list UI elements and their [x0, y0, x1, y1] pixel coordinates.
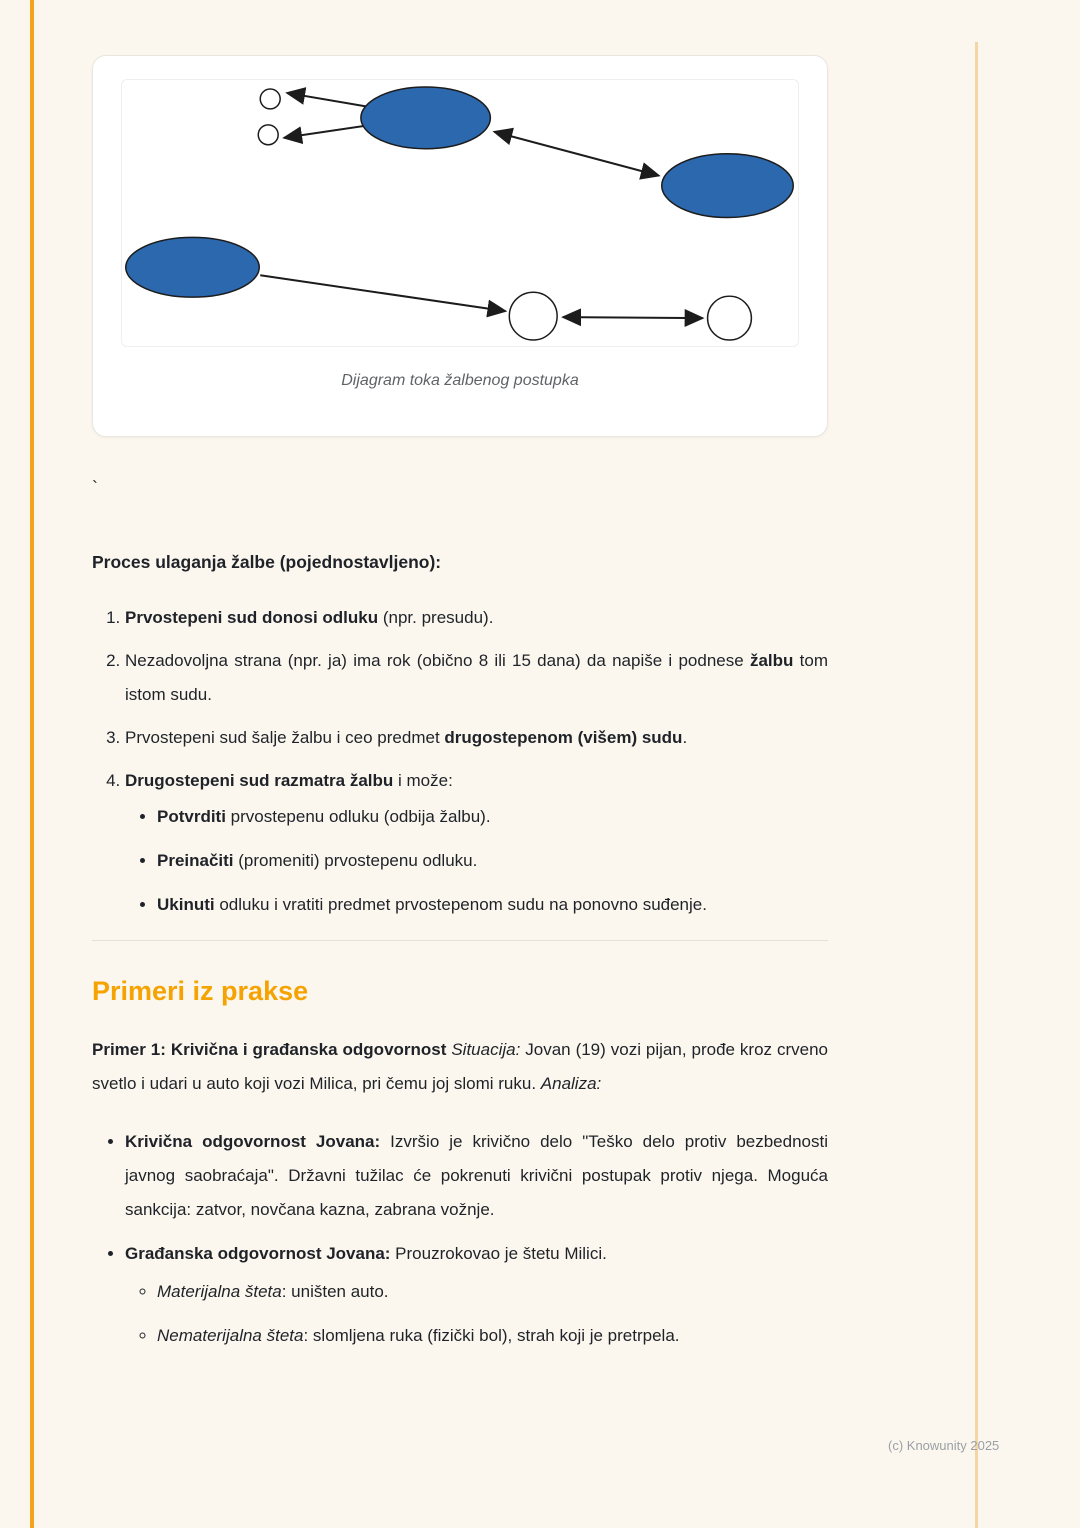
- section-heading: Primeri iz prakse: [92, 975, 309, 1006]
- damage-text: : uništen auto.: [281, 1282, 389, 1302]
- substep-text: prvostepenu odluku (odbija žalbu).: [225, 806, 491, 826]
- example-paragraph: [92, 1033, 828, 1101]
- figure-caption: Dijagram toka žalbenog postupka: [341, 372, 579, 389]
- damage-text: : slomljena ruka (fizički bol), strah koji je pretrpela.: [303, 1326, 680, 1346]
- substep-bold: Ukinuti: [157, 894, 215, 914]
- example-list: [92, 1125, 828, 1353]
- damage-item-2: [157, 1319, 828, 1353]
- step-bold: Prvostepeni sud donosi odluku: [125, 607, 379, 627]
- substep-bold: Preinačiti: [157, 850, 234, 870]
- watermark: (c) Knowunity 2025: [888, 1438, 1000, 1453]
- example-bullet-2: [125, 1237, 828, 1353]
- step-text: (npr. presudu).: [378, 607, 494, 627]
- arrow-oval-to-circle-1: [287, 93, 369, 107]
- situation-text: Jovan (19) vozi pijan, prođe kroz crveno svetlo i udari u auto koji vozi Milica, pri čemu joj slomi ruku.: [92, 1040, 828, 1094]
- process-step-2: [125, 644, 828, 712]
- damage-sublist: [125, 1275, 828, 1353]
- section-divider: [92, 940, 828, 941]
- process-substep-2: [157, 844, 828, 878]
- process-step-3: [125, 721, 828, 755]
- arrow-oval-to-circle-2: [284, 126, 365, 138]
- substep-text: odluku i vratiti predmet prvostepenom sudu na ponovno suđenje.: [214, 894, 707, 914]
- substep-text: (promeniti) prvostepenu odluku.: [233, 850, 478, 870]
- damage-label: Nematerijalna šteta: [157, 1326, 304, 1346]
- bullet-bold: Građanska odgovornost Jovana:: [125, 1244, 391, 1264]
- figure-card: [92, 55, 828, 437]
- substep-bold: Potvrditi: [157, 806, 226, 826]
- process-step-4: [125, 764, 828, 922]
- double-arrow-ovals: [494, 132, 658, 176]
- blue-oval-right: [662, 154, 794, 218]
- step-text: Nezadovoljna strana (npr. ja) ima rok (obično 8 ili 15 dana) da napiše i podnese: [125, 650, 750, 670]
- small-circle-1: [260, 89, 280, 109]
- left-accent-bar: [30, 0, 34, 1528]
- double-arrow-circles: [563, 317, 702, 318]
- step-bold: žalbu: [749, 650, 794, 670]
- blue-oval-left: [126, 237, 259, 297]
- damage-item-1: [157, 1275, 828, 1309]
- process-heading: Proces ulaganja žalbe (pojednostavljeno):: [92, 552, 442, 572]
- step-text: tom istom sudu.: [125, 650, 829, 704]
- text-flow: [92, 551, 828, 1363]
- process-substep-1: [157, 800, 828, 834]
- process-substeps: [125, 800, 828, 922]
- bullet-text: Prouzrokovao je štetu Milici.: [390, 1244, 607, 1264]
- flow-diagram: [122, 80, 798, 346]
- step-text: i može:: [393, 770, 453, 790]
- step-bold: Drugostepeni sud razmatra žalbu: [125, 770, 394, 790]
- white-circle-1: [509, 292, 557, 340]
- small-circle-2: [258, 125, 278, 145]
- situation-label: Situacija:: [446, 1040, 521, 1060]
- damage-label: Materijalna šteta: [157, 1282, 282, 1302]
- analysis-label: Analiza:: [540, 1074, 602, 1094]
- process-steps: [92, 601, 828, 922]
- step-bold: drugostepenom (višem) sudu: [444, 727, 683, 747]
- white-circle-2: [708, 296, 752, 340]
- bullet-bold: Krivična odgovornost Jovana:: [125, 1132, 381, 1152]
- process-substep-3: [157, 888, 828, 922]
- arrow-oval-to-circle-3: [260, 275, 505, 311]
- step-text: Prvostepeni sud šalje žalbu i ceo predmet: [125, 727, 445, 747]
- process-step-1: [125, 601, 828, 635]
- right-edge-line: [975, 42, 978, 1528]
- blue-oval-top: [361, 87, 491, 149]
- diagram-box: [121, 79, 799, 347]
- example-title: Primer 1: Krivična i građanska odgovornost: [92, 1040, 447, 1060]
- step-text: .: [682, 727, 688, 747]
- example-bullet-1: [125, 1125, 828, 1227]
- stray-backtick: `: [92, 478, 98, 498]
- bullet-text: Izvršio je krivično delo "Teško delo protiv bezbednosti javnog saobraćaja". Državni tužilac će pokrenuti krivični postupak protiv njega. Moguća sankcija: zatvor, novčana kazna, zabrana vožnje.: [125, 1132, 828, 1220]
